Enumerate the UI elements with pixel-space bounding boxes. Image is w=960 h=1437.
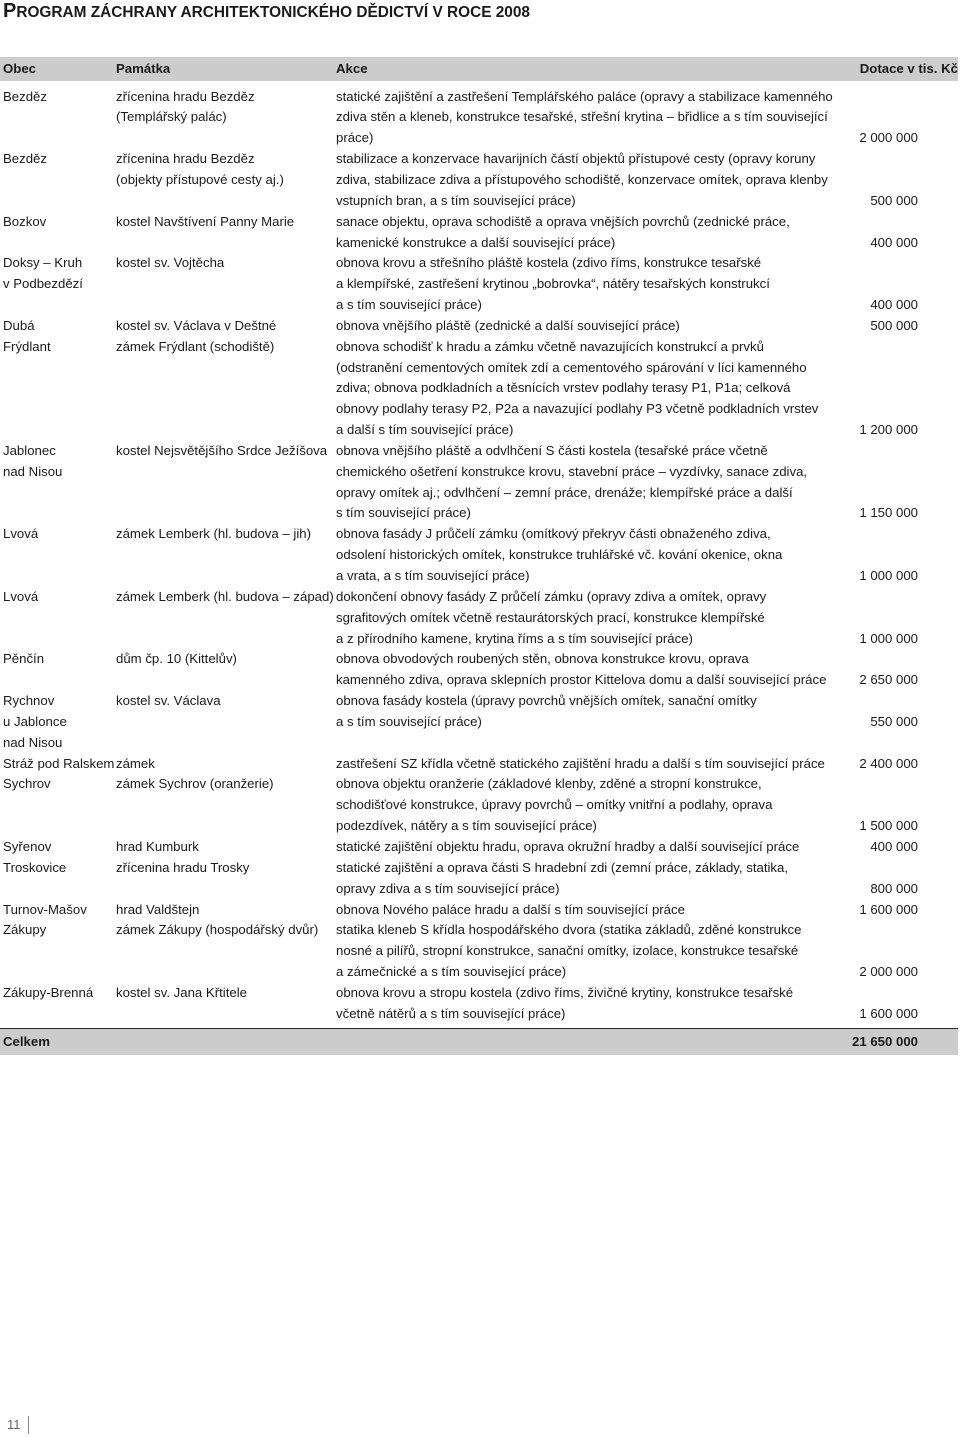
akce-line: a s tím související práce): [336, 297, 482, 313]
dotace-value: 1 200 000: [859, 422, 918, 438]
obec-line: Sychrov: [3, 776, 51, 792]
akce-line: vstupních bran, a s tím související práce): [336, 192, 576, 208]
akce-line: opravy zdiva a s tím související práce): [336, 880, 560, 896]
obec-cell: [3, 983, 116, 1004]
pamatka-line: zřícenina hradu Trosky: [116, 859, 250, 875]
akce-line: sanace objektu, oprava schodiště a oprava vnějších povrchů (zednické práce,: [336, 213, 790, 229]
akce-cell: [336, 837, 870, 858]
table-row: [3, 983, 958, 1025]
obec-cell: [3, 87, 116, 108]
dotace-value: 1 600 000: [859, 1005, 918, 1021]
pamatka-cell: [116, 920, 336, 941]
akce-line: statické zajištění a zastřešení Templářského paláce (opravy a stabilizace kamenného: [336, 88, 833, 104]
akce-line: statické zajištění a oprava části S hradební zdi (zemní práce, základy, statika,: [336, 859, 789, 875]
obec-cell: [3, 837, 116, 858]
table-row: [3, 754, 958, 775]
akce-line: a z přírodního kamene, krytina říms a s tím související práce): [336, 630, 693, 646]
dotace-value: 400 000: [870, 234, 918, 250]
pamatka-cell: [116, 858, 336, 879]
akce-line: odsolení historických omítek, konstrukce truhlářské vč. kování okenice, okna: [336, 547, 783, 563]
table-header: [0, 57, 958, 81]
pamatka-cell: [116, 149, 336, 191]
pamatka-cell: [116, 983, 336, 1004]
akce-cell: [336, 649, 859, 691]
page-number: 11: [7, 1417, 21, 1432]
akce-cell: [336, 524, 859, 587]
pamatka-line: kostel Nejsvětějšího Srdce Ježíšova: [116, 442, 328, 458]
obec-cell: [3, 212, 116, 233]
dotace-value: 500 000: [870, 317, 918, 333]
akce-cell: [336, 253, 870, 316]
obec-line: Turnov-Mašov: [3, 901, 87, 917]
akce-group: [336, 900, 958, 921]
akce-line: kamenného zdiva, oprava sklepních prostor Kittelova domu a další související práce: [336, 672, 827, 688]
akce-line: obnova krovu a střešního pláště kostela (zdivo říms, konstrukce tesařské: [336, 255, 762, 271]
akce-line: obnovy podlahy terasy P2, P2a a navazující podlahy P3 včetně podkladních vrstev: [336, 401, 819, 417]
pamatka-cell: [116, 316, 336, 337]
obec-line: Rychnov: [3, 693, 55, 709]
akce-line: a zámečnické a s tím související práce): [336, 964, 567, 980]
pamatka-cell: [116, 87, 336, 129]
table-row: [3, 774, 958, 837]
pamatka-line: zámek Frýdlant (schodiště): [116, 338, 275, 354]
akce-group: [336, 212, 958, 254]
obec-cell: [3, 149, 116, 170]
pamatka-line: dům čp. 10 (Kittelův): [116, 651, 237, 667]
akce-line: s tím související práce): [336, 505, 471, 521]
pamatka-line: kostel sv. Václava: [116, 693, 221, 709]
table-row: [3, 649, 958, 691]
table-row: [3, 920, 958, 983]
akce-group: [336, 87, 958, 150]
obec-cell: [3, 774, 116, 795]
akce-group: [336, 253, 958, 316]
obec-cell: [3, 441, 116, 483]
pamatka-line: zámek Lemberk (hl. budova – západ): [116, 588, 334, 604]
akce-cell: [336, 983, 859, 1025]
akce-group: [336, 754, 958, 775]
pamatka-line: zřícenina hradu Bezděz: [116, 88, 255, 104]
akce-line: obnova objektu oranžerie (základové klenby, zděné a stropní konstrukce,: [336, 776, 762, 792]
dotace-value: 1 000 000: [859, 630, 918, 646]
obec-line: Bezděz: [3, 88, 47, 104]
dotace-value: 1 600 000: [859, 901, 918, 917]
akce-line: sgrafitových omítek včetně restaurátorských prací, konstrukce klempířské: [336, 609, 765, 625]
pamatka-cell: [116, 774, 336, 795]
obec-cell: [3, 253, 116, 295]
akce-group: [336, 983, 958, 1025]
akce-group: [336, 587, 958, 650]
akce-cell: [336, 858, 870, 900]
obec-line: Stráž pod Ralskem: [3, 755, 115, 771]
akce-line: schodišťové konstrukce, úpravy povrchů – omítky vnitřní a podlahy, oprava: [336, 797, 773, 813]
obec-line: Bozkov: [3, 213, 47, 229]
akce-line: obnova fasády J průčelí zámku (omítkový překryv části obnaženého zdiva,: [336, 526, 771, 542]
akce-line: zdiva; obnova podkladních a těsnících vrstev podlahy terasy P1, P1a; celková: [336, 380, 791, 396]
page-number-divider: [28, 1416, 29, 1434]
akce-line: zastřešení SZ křídla včetně statického zajištění hradu a další s tím související práce: [336, 755, 825, 771]
akce-line: stabilizace a konzervace havarijních částí objektů přístupové cesty (opravy koruny: [336, 151, 816, 167]
akce-line: a klempířské, zastřešení krytinou „bobrovka“, nátěry tesařských konstrukcí: [336, 276, 770, 292]
akce-line: kamenické konstrukce a další související práce): [336, 234, 616, 250]
pamatka-cell: [116, 253, 336, 274]
obec-line: Pěnčín: [3, 651, 45, 667]
dotace-value: 2 000 000: [859, 964, 918, 980]
akce-cell: [336, 920, 859, 983]
obec-cell: [3, 524, 116, 545]
dotace-value: 500 000: [870, 192, 918, 208]
header-akce: Akce: [336, 61, 368, 76]
table-row: [3, 524, 958, 587]
akce-cell: [336, 900, 859, 921]
akce-group: [336, 337, 958, 441]
table-row: [3, 149, 958, 212]
table-row: [3, 587, 958, 650]
akce-cell: [336, 587, 859, 650]
dotace-value: 2 650 000: [859, 672, 918, 688]
obec-cell: [3, 858, 116, 879]
akce-line: opravy omítek aj.; odvlhčení – zemní práce, drenáže; klempířské práce a další: [336, 484, 793, 500]
dotace-value: 2 400 000: [859, 755, 918, 771]
pamatka-cell: [116, 441, 336, 462]
obec-cell: [3, 691, 116, 754]
obec-line: Jablonec: [3, 442, 56, 458]
akce-line: práce): [336, 130, 374, 146]
table-row: [3, 212, 958, 254]
akce-group: [336, 858, 958, 900]
akce-cell: [336, 149, 870, 212]
obec-line: Lvová: [3, 588, 39, 604]
dotace-value: 1 000 000: [859, 568, 918, 583]
akce-group: [336, 524, 958, 587]
dotace-value: 1 150 000: [859, 505, 918, 521]
akce-line: dokončení obnovy fasády Z průčelí zámku (opravy zdiva a omítek, opravy: [336, 588, 767, 604]
akce-cell: [336, 337, 859, 441]
akce-line: podezdívek, nátěry a s tím související práce): [336, 818, 597, 834]
obec-cell: [3, 649, 116, 670]
page-title: PROGRAM ZÁCHRANY ARCHITEKTONICKÉHO DĚDICTVÍ V ROCE 2008: [3, 0, 530, 22]
akce-line: zdiva stěn a kleneb, konstrukce tesařské, střešní krytina – břidlice a s tím související: [336, 109, 828, 125]
akce-line: chemického ošetření konstrukce krovu, stavební práce – vyzdívky, sanace zdiva,: [336, 463, 808, 479]
obec-line: u Jablonce: [3, 713, 67, 729]
obec-cell: [3, 920, 116, 941]
akce-group: [336, 774, 958, 837]
akce-line: a další s tím související práce): [336, 422, 514, 438]
pamatka-cell: [116, 212, 336, 233]
pamatka-line: (Templářský palác): [116, 109, 227, 125]
akce-group: [336, 920, 958, 983]
akce-line: obnova Nového paláce hradu a další s tím související práce: [336, 901, 685, 917]
table-body: [0, 87, 958, 1025]
akce-line: obnova krovu a stropu kostela (zdivo říms, živičné krytiny, konstrukce tesařské: [336, 984, 794, 1000]
pamatka-cell: [116, 754, 336, 775]
pamatka-line: zámek Zákupy (hospodářský dvůr): [116, 922, 319, 938]
akce-cell: [336, 774, 859, 837]
akce-line: obnova vnějšího pláště a odvlhčení S části kostela (tesařské práce včetně: [336, 442, 768, 458]
obec-cell: [3, 900, 116, 921]
akce-line: a vrata, a s tím související práce): [336, 568, 530, 583]
dotace-value: 800 000: [870, 880, 918, 896]
akce-line: obnova schodišť k hradu a zámku včetně navazujících konstrukcí a prvků: [336, 338, 764, 354]
akce-line: a s tím související práce): [336, 713, 482, 729]
akce-group: [336, 316, 958, 337]
akce-cell: [336, 441, 859, 524]
dotace-value: 400 000: [870, 838, 918, 854]
table-row: [3, 316, 958, 337]
obec-line: Syřenov: [3, 838, 52, 854]
table-row: [3, 900, 958, 921]
pamatka-line: hrad Kumburk: [116, 838, 199, 854]
pamatka-cell: [116, 587, 336, 608]
pamatka-cell: [116, 337, 336, 358]
obec-line: nad Nisou: [3, 734, 63, 750]
akce-cell: [336, 212, 870, 254]
akce-line: obnova fasády kostela (úpravy povrchů vnějších omítek, sanační omítky: [336, 693, 757, 709]
pamatka-line: zámek: [116, 755, 155, 771]
akce-group: [336, 691, 958, 733]
pamatka-cell: [116, 524, 336, 545]
akce-group: [336, 441, 958, 524]
header-pamatka: Památka: [116, 61, 171, 76]
obec-line: Zákupy: [3, 922, 47, 938]
obec-cell: [3, 316, 116, 337]
akce-line: (odstranění cementových omítek zdí a cementového spárování v líci kamenného: [336, 359, 807, 375]
pamatka-line: zámek Lemberk (hl. budova – jih): [116, 526, 311, 542]
total-row: [0, 1028, 958, 1055]
obec-cell: [3, 754, 116, 775]
akce-line: statika kleneb S křídla hospodářského dvora (statika základů, zděné konstrukce: [336, 922, 802, 938]
total-label: Celkem: [3, 1034, 50, 1049]
akce-group: [336, 837, 958, 858]
pamatka-line: kostel Navštívení Panny Marie: [116, 213, 295, 229]
table-row: [3, 253, 958, 316]
akce-line: obnova vnějšího pláště (zednické a další související práce): [336, 317, 680, 333]
dotace-value: 2 000 000: [859, 130, 918, 146]
pamatka-cell: [116, 900, 336, 921]
obec-line: Lvová: [3, 526, 39, 542]
obec-line: v Podbezdězí: [3, 276, 83, 292]
pamatka-cell: [116, 837, 336, 858]
obec-cell: [3, 337, 116, 358]
dotace-value: 550 000: [870, 713, 918, 729]
akce-cell: [336, 316, 870, 337]
obec-line: nad Nisou: [3, 463, 63, 479]
akce-cell: [336, 87, 859, 150]
pamatka-line: zřícenina hradu Bezděz: [116, 151, 255, 167]
pamatka-cell: [116, 649, 336, 670]
table-row: [3, 691, 958, 754]
total-value: 21 650 000: [851, 1034, 918, 1049]
akce-line: nosné a pilířů, stropní konstrukce, sanační omítky, izolace, konstrukce tesařské: [336, 943, 799, 959]
table-row: [3, 87, 958, 150]
pamatka-line: (objekty přístupové cesty aj.): [116, 171, 284, 187]
table-row: [3, 337, 958, 441]
table-row: [3, 858, 958, 900]
dotace-value: 1 500 000: [859, 818, 918, 834]
obec-line: Zákupy-Brenná: [3, 984, 94, 1000]
obec-line: Troskovice: [3, 859, 67, 875]
akce-group: [336, 149, 958, 212]
akce-line: obnova obvodových roubených stěn, obnova konstrukce krovu, oprava: [336, 651, 749, 667]
table-row: [3, 837, 958, 858]
akce-cell: [336, 754, 859, 775]
akce-line: včetně nátěrů a s tím související práce): [336, 1005, 566, 1021]
pamatka-line: kostel sv. Václava v Deštné: [116, 317, 277, 333]
pamatka-line: hrad Valdštejn: [116, 901, 200, 917]
akce-group: [336, 649, 958, 691]
obec-cell: [3, 587, 116, 608]
table-row: [3, 441, 958, 524]
akce-line: statické zajištění objektu hradu, oprava okružní hradby a další související práce: [336, 838, 800, 854]
dotace-value: 400 000: [870, 297, 918, 313]
obec-line: Bezděz: [3, 151, 47, 167]
obec-line: Dubá: [3, 317, 35, 333]
header-dotace: Dotace v tis. Kč: [859, 61, 958, 76]
pamatka-line: zámek Sychrov (oranžerie): [116, 776, 274, 792]
pamatka-cell: [116, 691, 336, 712]
pamatka-line: kostel sv. Jana Křtitele: [116, 984, 247, 1000]
obec-line: Doksy – Kruh: [3, 255, 83, 271]
akce-line: zdiva, stabilizace zdiva a přístupového schodiště, konzervace omítek, oprava klenby: [336, 171, 828, 187]
akce-cell: [336, 691, 870, 733]
pamatka-line: kostel sv. Vojtěcha: [116, 255, 225, 271]
obec-line: Frýdlant: [3, 338, 51, 354]
header-obec: Obec: [3, 61, 36, 76]
